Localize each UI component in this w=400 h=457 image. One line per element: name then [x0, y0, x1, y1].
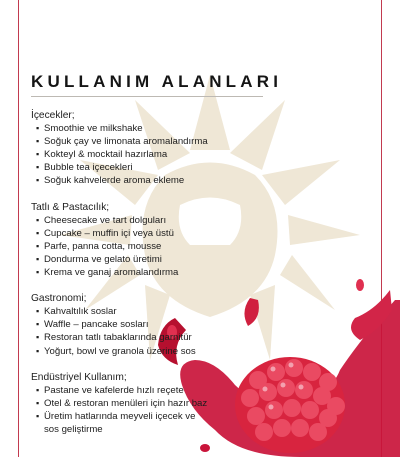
section-gastronomy: [31, 292, 351, 357]
bullet-icon: ▪: [36, 332, 40, 343]
section-industrial: [31, 371, 351, 436]
page-title: KULLANIM ALANLARI: [31, 72, 283, 91]
list-item: ▪ Cupcake – muffin içi veya üstü: [36, 227, 174, 239]
bullet-icon: ▪: [36, 149, 40, 160]
bullet-icon: ▪: [36, 384, 40, 395]
list-item-continuation: sos geliştirme: [44, 423, 103, 435]
title-divider: [31, 96, 263, 97]
section-desserts: [31, 201, 351, 280]
list-item: ▪ Otel & restoran menüleri için hazır baz: [36, 397, 208, 409]
bullet-icon: ▪: [36, 240, 40, 251]
section-heading: Gastronomi;: [31, 293, 87, 305]
bullet-icon: ▪: [36, 214, 40, 225]
bullet-icon: ▪: [36, 175, 40, 186]
section-beverages: [31, 109, 351, 188]
list-item: ▪ Parfe, panna cotta, mousse: [36, 240, 162, 252]
list-item: ▪ Üretim hatlarında meyveli içecek ve: [36, 410, 196, 422]
bullet-icon: ▪: [36, 253, 40, 264]
section-heading: Endüstriyel Kullanım;: [31, 371, 127, 383]
bullet-icon: ▪: [36, 345, 40, 356]
list-item: ▪ Restoran tatlı tabaklarında garnitür: [36, 332, 192, 344]
bullet-icon: ▪: [36, 162, 40, 173]
list-item: ▪ Yoğurt, bowl ve granola üzerine sos: [36, 345, 196, 357]
list-item: ▪ Waffle – pancake sosları: [36, 319, 149, 331]
list-item: ▪ Dondurma ve gelato üretimi: [36, 253, 162, 265]
bullet-icon: ▪: [36, 306, 40, 317]
section-heading: Tatlı & Pastacılık;: [31, 201, 110, 213]
list-item: ▪ Krema ve ganaj aromalandırma: [36, 267, 179, 279]
list-item: ▪ Kokteyl & mocktail hazırlama: [36, 149, 168, 161]
list-item: ▪ Kahvaltılık soslar: [36, 306, 117, 318]
section-heading: İçecekler;: [31, 110, 75, 121]
list-item: ▪ Soğuk çay ve limonata aromalandırma: [36, 136, 208, 148]
bullet-icon: ▪: [36, 397, 40, 408]
list-item: ▪ Bubble tea içecekleri: [36, 162, 133, 174]
list-item: ▪ Cheesecake ve tart dolguları: [36, 214, 167, 226]
list-item: ▪ Soğuk kahvelerde aroma ekleme: [36, 175, 185, 187]
bullet-icon: ▪: [36, 136, 40, 147]
bullet-icon: ▪: [36, 319, 40, 330]
usage-list: [31, 109, 351, 449]
bullet-icon: ▪: [36, 410, 40, 421]
list-item: ▪ Pastane ve kafelerde hızlı reçete: [36, 384, 184, 396]
bullet-icon: ▪: [36, 123, 40, 134]
list-item: ▪ Smoothie ve milkshake: [36, 123, 143, 135]
bullet-icon: ▪: [36, 267, 40, 278]
bullet-icon: ▪: [36, 227, 40, 238]
